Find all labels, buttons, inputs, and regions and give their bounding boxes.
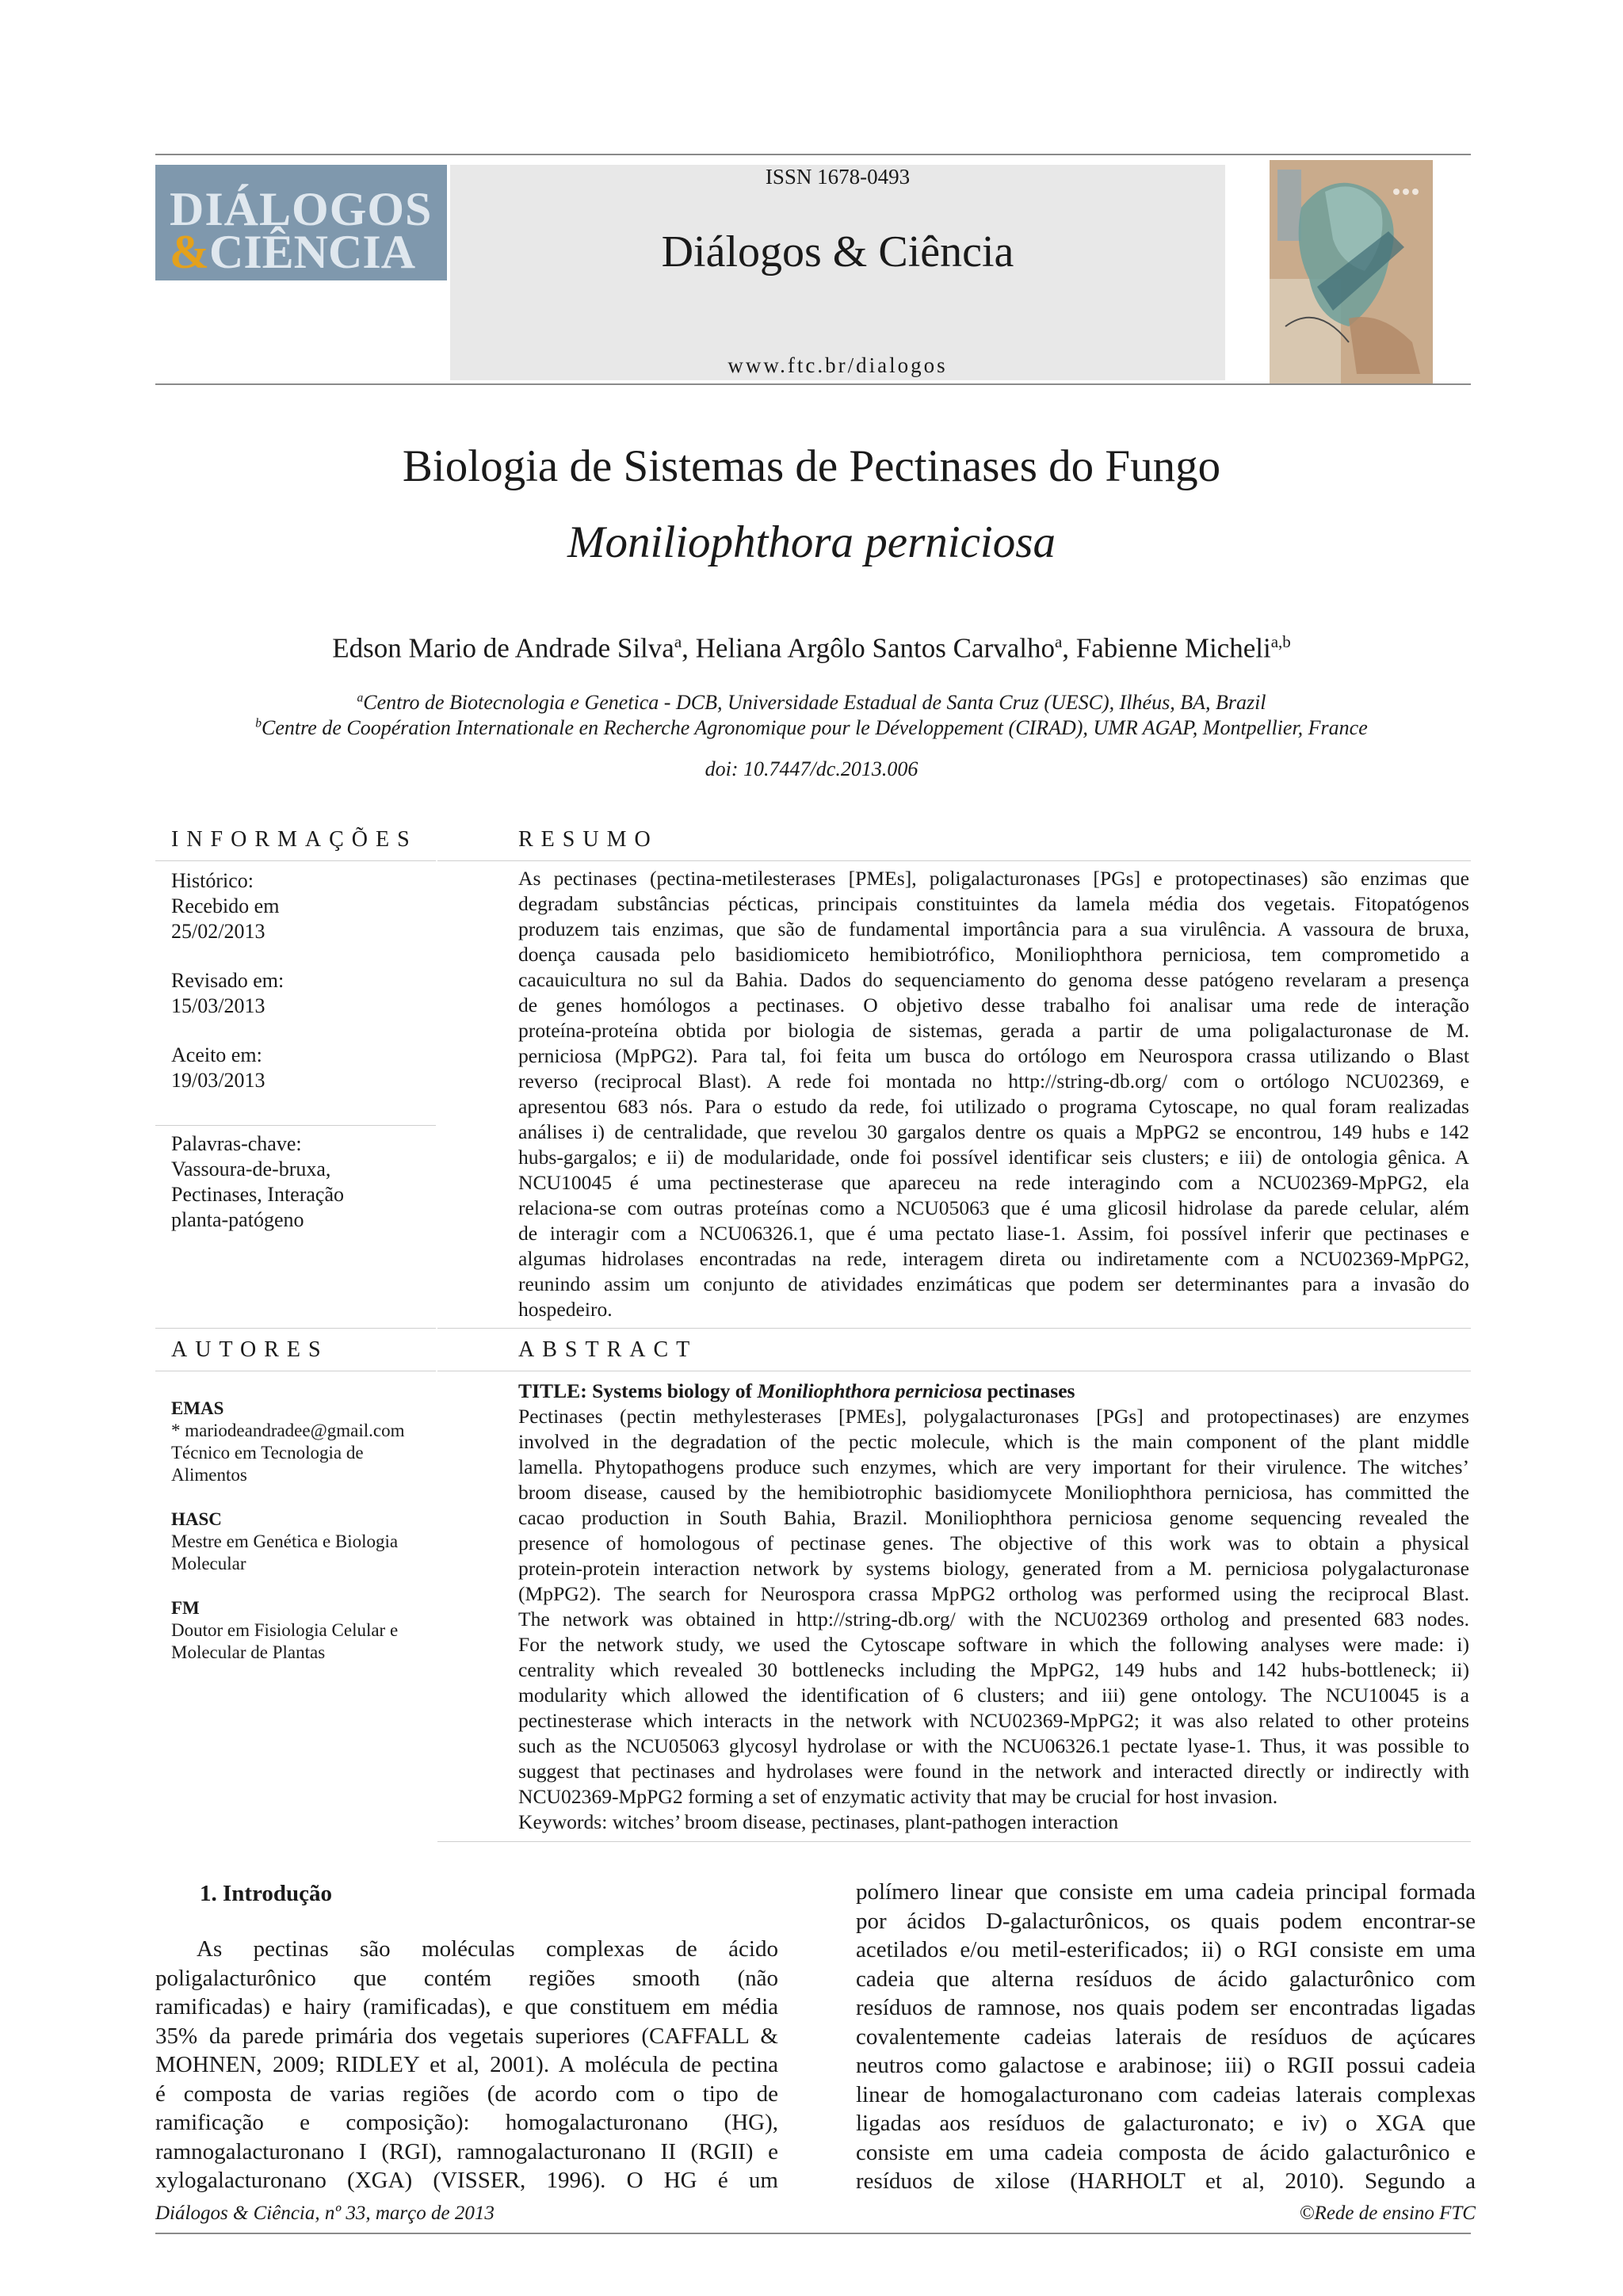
intro-left-line: 35% da parede primária dos vegetais superiores (CAFFALL & [155,2023,778,2049]
abstract-line: such as the NCU05063 glycosyl hydrolase or with the NCU06326.1 pectate lyase-1. Thus, it was possible to [518,1734,1469,1757]
author-note-emas-line2: Técnico em Tecnologia de [171,1443,364,1463]
abstract-line: Pectinases (pectin methylesterases [PMEs], polygalacturonases [PGs] and protopectinases) are enzymes [518,1405,1469,1428]
header-band [450,165,1225,380]
affiliation-b-marker: b [255,716,262,730]
author-note-emas-email[interactable]: * mariodeandradee@gmail.com [171,1421,405,1440]
authors-heading: AUTORES [171,1337,329,1362]
intro-left-line: xylogalacturonano (XGA) (VISSER, 1996). O HG é um [155,2168,778,2193]
revised-date: 15/03/2013 [171,994,265,1017]
received-label: Recebido em [171,894,280,917]
keyword-1: Vassoura-de-bruxa, [171,1158,331,1180]
intro-left-line: ramnogalacturonano I (RGI), ramnogalacturonano II (RGII) e [155,2138,778,2164]
affiliation-b-text: Centre de Coopération Internationale en Recherche Agronomique pour le Développement (CIRAD), UMR AGAP, Montpellier, France [262,716,1368,739]
resumo-line: As pectinases (pectina-metilesterases [PMEs], poligalacturonases [PGs] e protopectinases) são enzimas que [518,867,1469,890]
author-note-hasc-abbr: HASC [171,1509,222,1529]
received-date: 25/02/2013 [171,920,265,943]
abstract-line: protein-protein interaction network by systems biology, generated from a M. perniciosa polygalacturonase [518,1557,1469,1580]
abstract-line: cacao production in South Bahia, Brazil. Moniliophthora perniciosa genome sequencing revealed the [518,1506,1469,1529]
affiliation-a-text: Centro de Biotecnologia e Genetica - DCB, Universidade Estadual de Santa Cruz (UESC), Ilhéus, BA, Brazil [363,691,1266,714]
intro-heading: 1. Introdução [200,1881,333,1906]
logo-ampersand: & [170,226,209,278]
author-1-affiliation: a [674,632,682,651]
resumo-line: hospedeiro. [518,1298,613,1321]
accepted-date: 19/03/2013 [171,1069,265,1092]
intro-right-line: cadeia que alterna resíduos de ácido galacturônico com [856,1966,1476,1992]
resumo-line: análises i) de centralidade, que revelou 30 gargalos dentre os quais a MpPG2 se encontrou, 149 hubs e 142 [518,1120,1469,1143]
intro-right-line: linear de homogalacturonano com cadeias laterais complexas [856,2081,1476,2107]
journal-logo[interactable] [155,165,447,280]
footer-rule [155,2233,1471,2234]
author-note-emas-line3: Alimentos [171,1465,247,1485]
authors-rule-top [155,1328,436,1329]
resumo-line: reverso (reciprocal Blast). A rede foi montada no http://string-db.org/ com o ortólogo NCU02369, e [518,1070,1469,1093]
abstract-text [518,1379,1469,1835]
info-heading: INFORMAÇÕES [171,827,418,852]
intro-left-line: poligalacturônico que contém regiões smooth (não [155,1965,778,1991]
intro-right-line: consiste em uma cadeia composta de ácido galacturônico e [856,2139,1476,2165]
intro-left-line: é composta de varias regiões (de acordo com o tipo de [155,2081,778,2107]
header-bottom-rule [155,383,1471,385]
intro-right-line: polímero linear que consiste em uma cadeia principal formada [856,1879,1476,1905]
author-list: Edson Mario de Andrade Silva$^a$, Heliana Argôlo Santos Carvalho$^a$, Fabienne Micheli$^{a,b}$ [332,632,1291,664]
abstract-line: centrality which revealed 30 bottlenecks including the MpPG2, 149 hubs and 142 hubs-bottleneck; ii) [518,1658,1469,1681]
intro-left-line: MOHNEN, 2009; RIDLEY et al, 2001). A molécula de pectina [155,2052,778,2077]
article-title-line-1: Biologia de Sistemas de Pectinases do Fungo [402,441,1221,491]
resumo-line: NCU10045 é uma pectinesterase que apareceu na rede interagindo com a NCU02369-MpPG2, ela [518,1171,1469,1194]
intro-left-line: As pectinas são moléculas complexas de ácido [197,1936,778,1962]
resumo-line: doença causada pelo basidiomiceto hemibiotrófico, Moniliophthora perniciosa, tem comprometido a [518,943,1469,966]
intro-right-line: resíduos de ramnose, nos quais podem ser encontradas ligadas [856,1995,1476,2020]
author-note-hasc-line2: Molecular [171,1554,246,1573]
abstract-line: The network was obtained in http://string-db.org/ with the NCU02369 ortholog and presented 683 nodes. [518,1608,1469,1630]
abstract-line: broom disease, caused by the hemibiotrophic basidiomycete Moniliophthora perniciosa, has committed the [518,1481,1469,1504]
resumo-line: de interagir com a NCU06326.1, que é uma pectato liase-1. Assim, foi possível inferir que pectinases e [518,1222,1469,1245]
abstract-keywords: Keywords: witches’ broom disease, pectinases, plant-pathogen interaction [518,1810,1119,1833]
info-rule [155,860,436,861]
keyword-3: planta-patógeno [171,1208,304,1231]
abstract-line: presence of homologous of pectinase genes. The objective of this work was to obtain a physical [518,1531,1469,1554]
author-note-hasc-line1: Mestre em Genética e Biologia [171,1531,399,1551]
resumo-line: degradam substâncias pécticas, principais constituintes da lamela média dos vegetais. Fitopatógenos [518,892,1469,915]
resumo-line: hubs-gargalos; e ii) de modularidade, onde foi possível identificar seis clusters; e iii) de ontologia gênica. A [518,1146,1469,1169]
intro-left-column [155,1935,778,2195]
intro-left-line: ramificadas) e hairy (ramificadas), e que constituem em média [155,1994,778,2019]
cover-illustration [1270,160,1433,383]
author-note-fm-line1: Doutor em Fisiologia Celular e [171,1620,399,1640]
doi[interactable]: doi: 10.7447/dc.2013.006 [705,757,918,780]
author-3: Fabienne Micheli [1075,632,1271,664]
footer-citation: Diálogos & Ciência, nº 33, março de 2013 [155,2203,495,2224]
accepted-label: Aceito em: [171,1043,262,1066]
resumo-line: cacauicultura no sul da Bahia. Dados do sequenciamento do genoma desse patógeno revelaram a presença [518,968,1469,991]
abstract-rule-bottom [437,1841,1471,1842]
resumo-line: perniciosa (MpPG2). Para tal, foi feita um busca do ortólogo em Neurospora crassa utilizando o Blast [518,1044,1469,1067]
cover-art-image [1270,160,1433,383]
header-top-rule [155,154,1471,155]
abstract-line: lamella. Phytopathogens produce such enzymes, which are very important for their virulence. The witches’ [518,1455,1469,1478]
affiliation-a-marker: a [357,691,364,705]
abstract-line: suggest that pectinases and hydrolases were found in the network and interacted directly or indirectly with [518,1760,1469,1783]
abstract-line: NCU02369-MpPG2 forming a set of enzymatic activity that may be crucial for host invasion. [518,1785,1278,1808]
abstract-line: modularity which allowed the identification of 6 clusters; and iii) gene ontology. The NCU10045 is a [518,1684,1469,1707]
abstract-rule-top [437,1328,1471,1329]
resumo-line: de genes homólogos a pectinases. O objetivo desse trabalho foi analisar uma rede de interação [518,994,1469,1016]
revised-label: Revisado em: [171,969,285,992]
history-label: Histórico: [171,869,254,892]
intro-right-line: ligadas aos resíduos de galacturonato; e iv) o XGA que [856,2111,1476,2136]
affiliation-b [0,716,1623,740]
footer-copyright: ©Rede de ensino FTC [1299,2203,1476,2224]
abstract-line: involved in the degradation of the pectic molecule, which is the main component of the plant middle [518,1430,1469,1453]
keywords-rule [155,1125,436,1126]
intro-right-line: covalentemente cadeias laterais de resíduos de açúcares [856,2023,1476,2050]
abstract-title-species: Moniliophthora perniciosa [757,1379,983,1402]
resumo-text [518,866,1469,1322]
affiliation-a [0,691,1623,715]
abstract-title-suffix: pectinases [982,1379,1075,1402]
abstract-line: (MpPG2). The search for Neurospora crassa MpPG2 ortholog was performed using the reciprocal Blast. [518,1582,1469,1605]
author-note-fm-line2: Molecular de Plantas [171,1642,326,1662]
intro-right-line: acetilados e/ou metil-esterificados; ii) o RGI consiste em uma [856,1937,1476,1962]
resumo-line: proteína-proteína obtida por biologia de sistemas, gerada a partir de uma poligalacturonase de M. [518,1019,1469,1042]
intro-right-line: resíduos de xilose (HARHOLT et al, 2010). Segundo a [856,2168,1476,2194]
intro-right-line: por ácidos D-galacturônicos, os quais podem encontrar-se [856,1908,1476,1934]
resumo-line: algumas hidrolases encontradas na rede, interagem direta ou indiretamente com a NCU02369-MpPG2, [518,1247,1469,1270]
abstract-line: For the network study, we used the Cytoscape software in which the following analyses were made: i) [518,1633,1469,1656]
issn: ISSN 1678-0493 [765,165,911,189]
intro-right-column [856,1878,1476,2196]
resumo-line: reunindo assim um conjunto de atividades enzimáticas que podem ser determinantes para a invasão do [518,1272,1469,1295]
author-notes [171,1398,433,1664]
logo-line-1: DIÁLOGOS [170,183,433,235]
article-title-line-2: Moniliophthora perniciosa [567,517,1056,567]
abstract-title [518,1379,1469,1404]
abstract-title-prefix: TITLE: Systems biology of [518,1379,758,1402]
keyword-2: Pectinases, Interação [171,1183,345,1206]
abstract-heading: ABSTRACT [518,1337,698,1362]
journal-url[interactable]: www.ftc.br/dialogos [727,353,948,377]
author-note-fm-abbr: FM [171,1598,200,1618]
author-2-affiliation: a [1054,632,1063,651]
author-note-emas-abbr: EMAS [171,1398,224,1418]
history-block [171,868,433,1093]
abstract-line: pectinesterase which interacts in the network with NCU02369-MpPG2; it was also related to other proteins [518,1709,1469,1732]
resumo-line: apresentou 683 nós. Para o estudo da rede, foi utilizado o programa Cytoscape, no qual foram realizadas [518,1095,1469,1118]
keywords-label: Palavras-chave: [171,1132,302,1155]
intro-right-line: neutros como galactose e arabinose; iii) o RGII possui cadeia [856,2053,1476,2078]
resumo-line: relaciona-se com outras proteínas como a NCU05063 que é uma glicosil hidrolase da parede celular, além [518,1196,1469,1219]
author-3-affiliation: a,b [1270,632,1291,651]
logo-line-2: CIÊNCIA [208,226,416,278]
intro-left-line: ramificação e composição): homogalacturonano (HG), [155,2110,778,2135]
resumo-rule [437,860,1471,861]
author-2: Heliana Argôlo Santos Carvalho [695,632,1055,664]
resumo-line: produzem tais enzimas, que são de fundamental importância para a sua virulência. A vassoura de bruxa, [518,917,1469,940]
author-1: Edson Mario de Andrade Silva [332,632,674,664]
journal-name: Diálogos & Ciência [661,227,1014,277]
resumo-heading: RESUMO [518,827,659,852]
keywords-block [171,1131,433,1233]
